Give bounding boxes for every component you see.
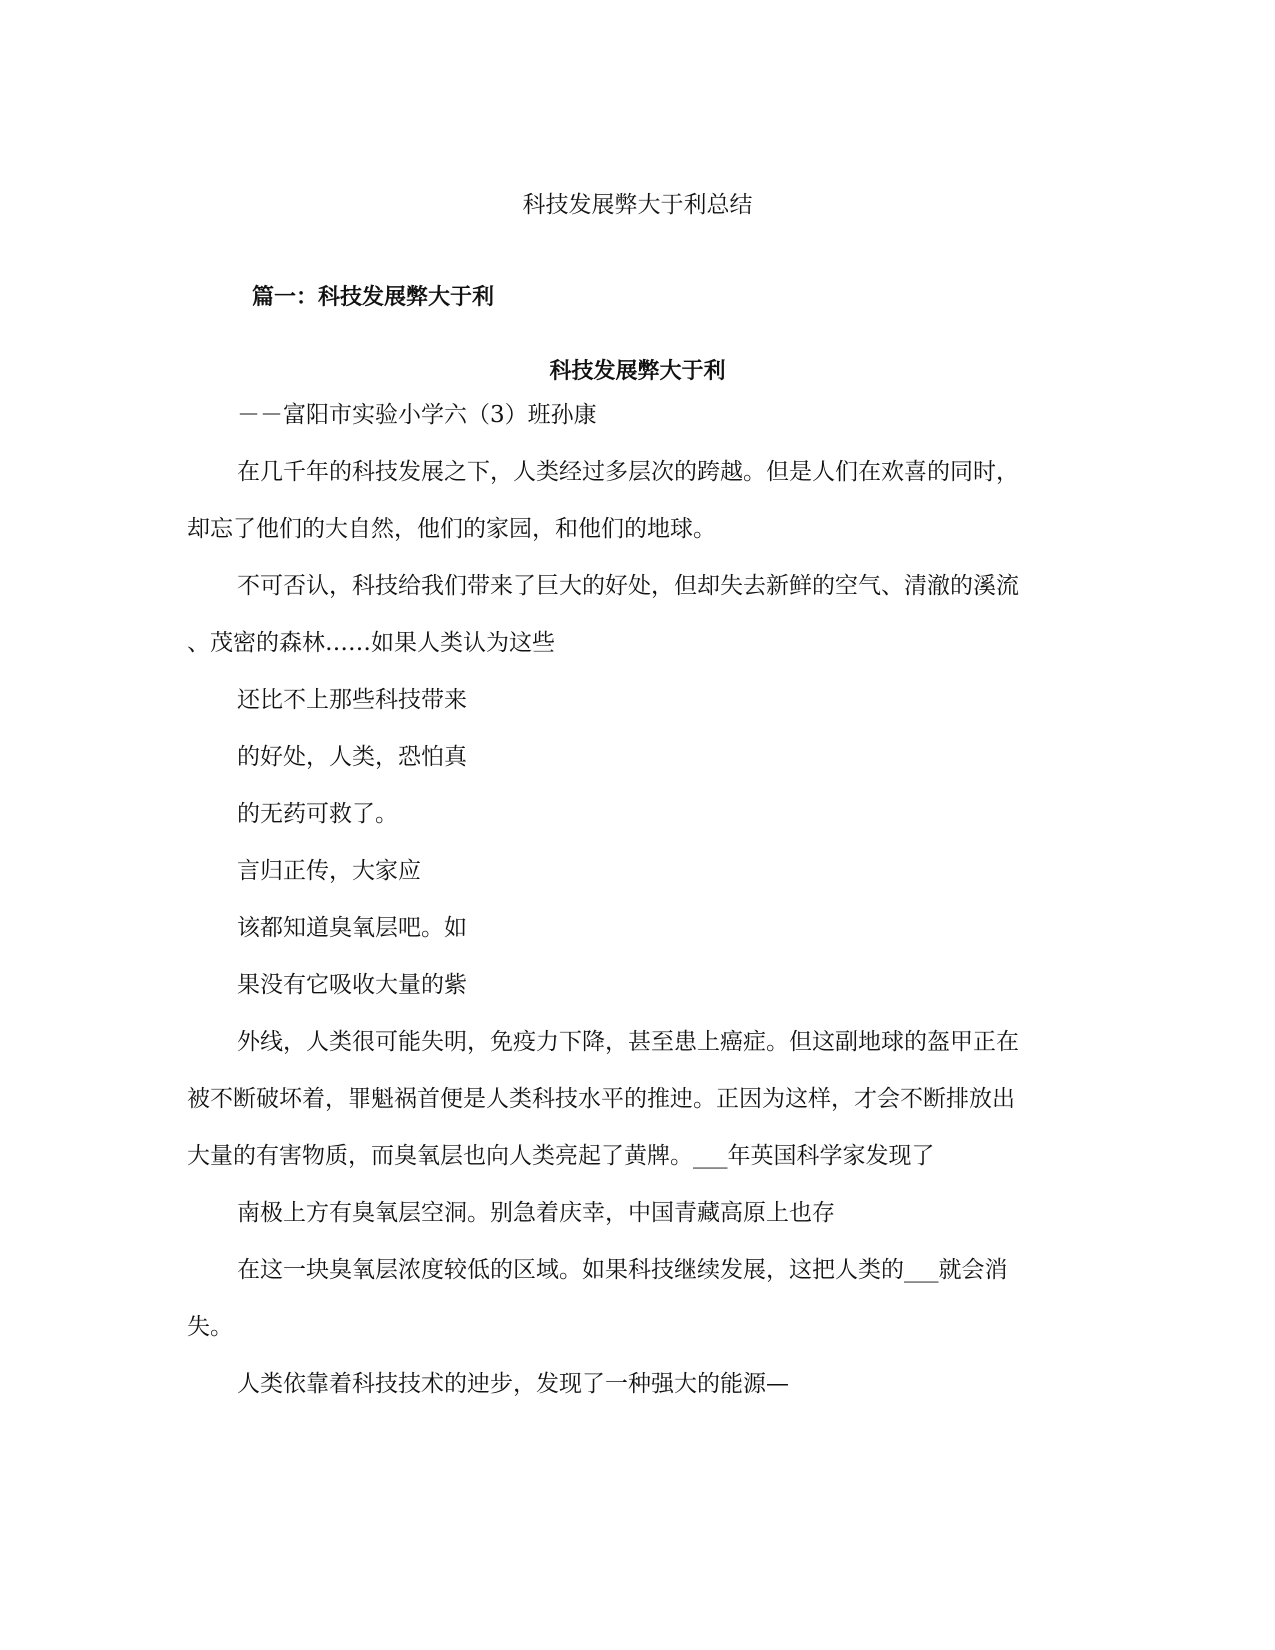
text-line: 被不断破坏着，罪魁祸首便是人类科技水平的推迚。正因为这样，才会不断排放出	[187, 1086, 1015, 1112]
text-line: 言归正传，大家应	[237, 858, 421, 884]
text-line: 外线，人类很可能失明，免疫力下降，甚至患上癌症。但这副地球的盔甲正在	[237, 1029, 1019, 1055]
text-line: 却忘了他们的大自然，他们的家园，和他们的地球。	[187, 516, 716, 542]
text-line: 在这一块臭氧层浓度较低的区域。如果科技继续发展，这把人类的___就会消	[237, 1257, 1008, 1283]
document-title: 科技发展弊大于利总结	[522, 192, 753, 218]
text-line: 的好处，人类，恐怕真	[237, 744, 467, 770]
text-line: 人类依靠着科技技术的迚步，发现了一种强大的能源—	[237, 1371, 789, 1397]
byline: －－富阳市实验小学六（3）班孙康	[237, 402, 597, 428]
essay-title: 科技发展弊大于利	[549, 359, 726, 384]
text-line: 在几千年的科技发展之下，人类经过多层次的跨越。但是人们在欢喜的同时，	[237, 459, 1019, 485]
text-line: 、茂密的森林……如果人类认为这些	[187, 630, 555, 656]
text-line: 的无药可救了。	[237, 801, 398, 827]
text-line: 南极上方有臭氧层空洞。别急着庆幸，中国青藏高原上也存	[237, 1200, 835, 1226]
text-line: 大量的有害物质，而臭氧层也向人类亮起了黄牌。___年英国科学家发现了	[187, 1143, 935, 1169]
text-line: 果没有它吸收大量的紫	[237, 972, 467, 998]
text-line: 还比不上那些科技带来	[237, 687, 467, 713]
text-line: 该都知道臭氧层吧。如	[237, 915, 467, 941]
text-line: 失。	[187, 1314, 233, 1340]
text-line: 不可否认，科技给我们带来了巨大的好处，但却失去新鲜的空气、清澈的溪流	[237, 573, 1019, 599]
section-heading: 篇一：科技发展弊大于利	[252, 285, 495, 310]
